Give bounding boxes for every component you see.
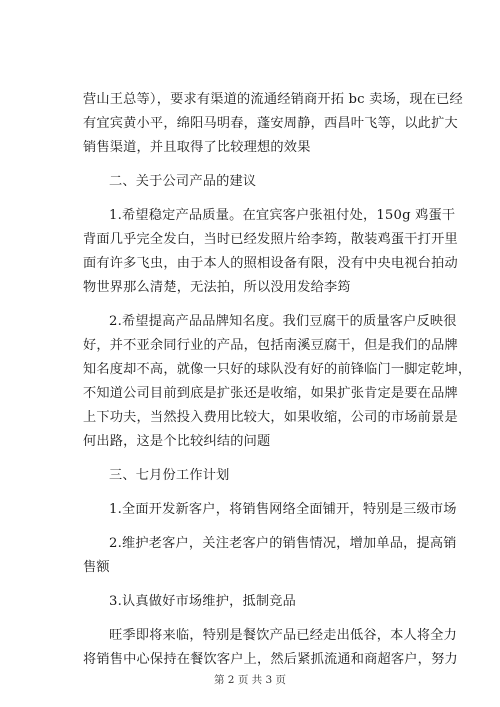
paragraph-spacer [83, 614, 435, 624]
paragraph-spacer [83, 160, 435, 170]
paragraph-line: 营山王总等），要求有渠道的流通经销商开拓 bc 卖场，现在已经 [83, 92, 463, 107]
paragraph-spacer [83, 580, 435, 590]
paragraph-spacer [83, 300, 435, 310]
paragraph-line: 物世界那么清楚，无法拍，所以没用发给李筠 [83, 280, 351, 295]
paragraph-line: 将销售中心保持在餐饮客户上，然后紧抓流通和商超客户，努力 [83, 652, 458, 667]
paragraph-line: 有宜宾黄小平，绵阳马明春，蓬安周静，西昌叶飞等，以此扩大 [83, 116, 458, 131]
paragraph-line: 上下功夫，当然投入费用比较大，如果收缩，公司的市场前景是 [83, 410, 458, 425]
page-footer: 第 2 页 共 3 页 [213, 674, 287, 686]
paragraph-spacer [83, 488, 435, 498]
paragraph [83, 310, 472, 454]
paragraph-line: 面有许多飞虫，由于本人的照相设备有限，没有中央电视台拍动 [83, 256, 458, 271]
paragraph-line: 知名度却不高，就像一只好的球队没有好的前锋临门一脚定乾坤， [83, 362, 472, 377]
paragraph-line: 1.全面开发新客户，将销售网络全面铺开，特别是三级市场 [109, 502, 457, 517]
paragraph-line: 不知道公司目前到底是扩张还是收缩，如果扩张肯定是要在品牌 [83, 386, 458, 401]
paragraph-line: 1.希望稳定产品质量。在宜宾客户张祖付处，150g 鸡蛋干 [109, 208, 456, 223]
paragraph-line: 三、七月份工作计划 [109, 468, 230, 483]
paragraph [83, 624, 458, 672]
paragraph [83, 170, 435, 194]
paragraph [83, 88, 463, 160]
paragraph [83, 590, 435, 614]
paragraph-line: 旺季即将来临，特别是餐饮产品已经走出低谷，本人将全力 [109, 628, 458, 643]
paragraph [83, 498, 457, 522]
paragraph [83, 204, 458, 300]
paragraph-line: 销售渠道，并且取得了比较理想的效果 [83, 140, 311, 155]
document-body [83, 88, 472, 672]
paragraph-line: 二、关于公司产品的建议 [109, 174, 257, 189]
paragraph-line: 背面几乎完全发白，当时已经发照片给李筠，散装鸡蛋干打开里 [83, 232, 458, 247]
paragraph-spacer [83, 454, 435, 464]
paragraph [83, 464, 435, 488]
paragraph-line: 售额 [83, 560, 110, 575]
paragraph-line: 2.希望提高产品品牌知名度。我们豆腐干的质量客户反映很 [109, 314, 457, 329]
paragraph-line: 3.认真做好市场维护，抵制竞品 [109, 594, 297, 609]
paragraph-line: 2.维护老客户，关注老客户的销售情况，增加单品，提高销 [109, 536, 457, 551]
paragraph-line: 好，并不亚余同行业的产品，包括南溪豆腐干，但是我们的品牌 [83, 338, 458, 353]
paragraph [83, 532, 457, 580]
paragraph-spacer [83, 522, 435, 532]
paragraph-line: 何出路，这是个比较纠结的问题 [83, 434, 271, 449]
paragraph-spacer [83, 194, 435, 204]
